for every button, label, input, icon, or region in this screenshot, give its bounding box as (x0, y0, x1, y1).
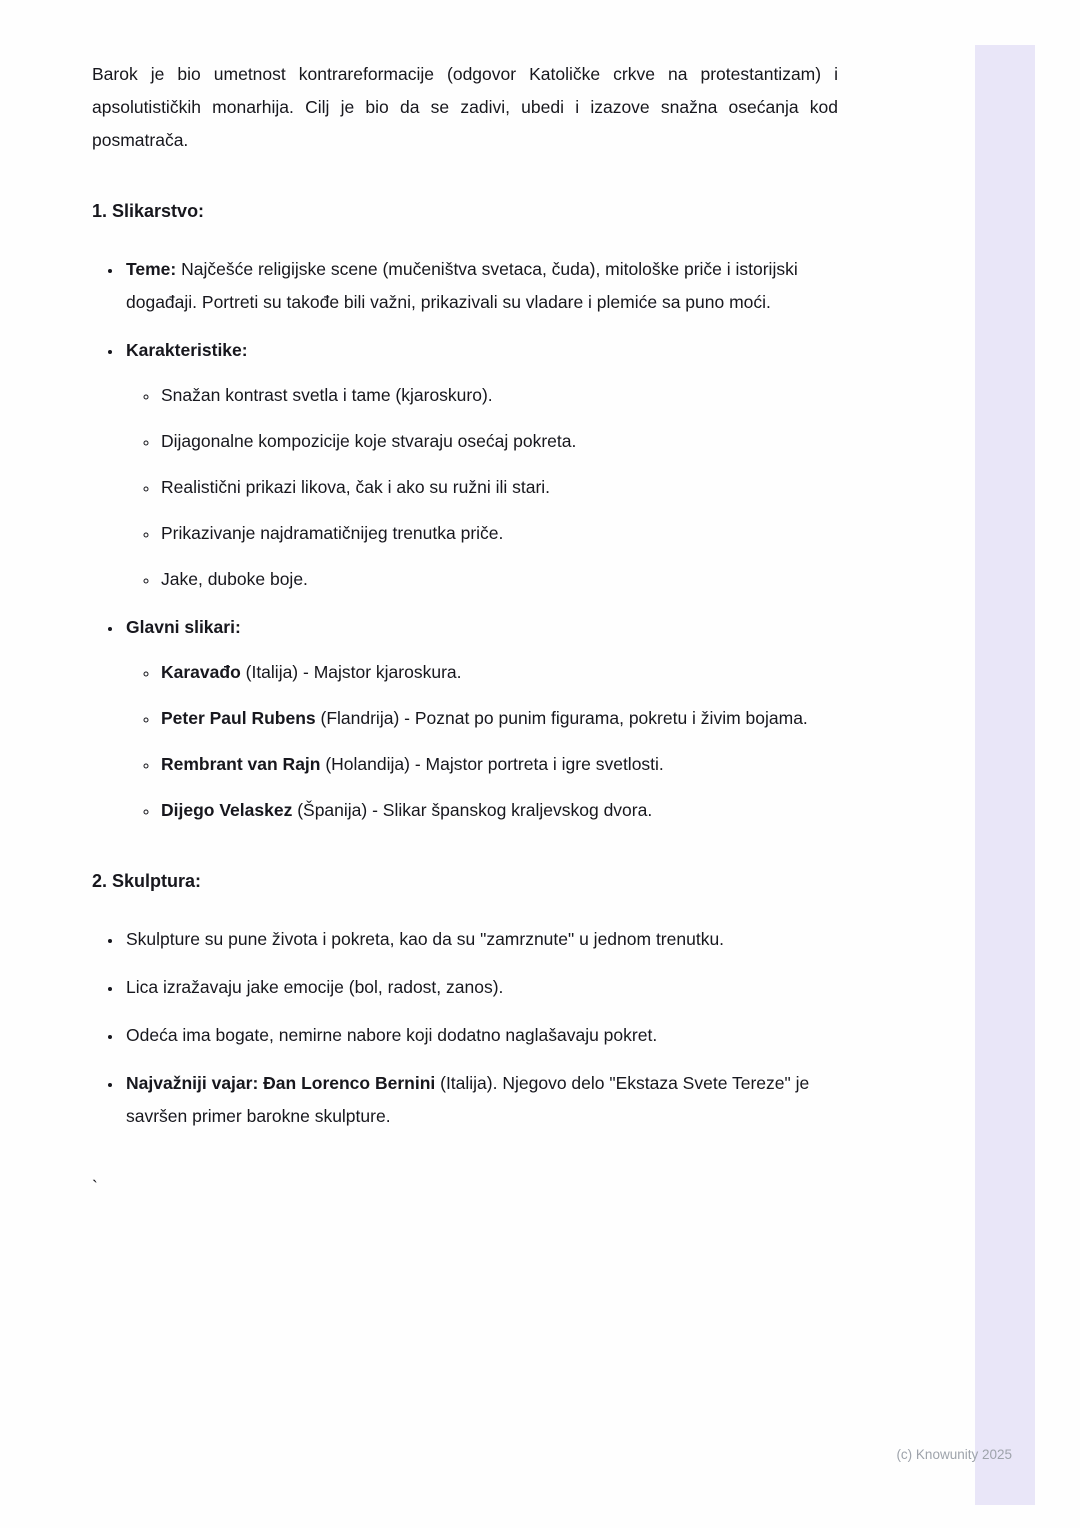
painter-name: Rembrant van Rajn (161, 754, 321, 774)
sub-list-item (159, 471, 838, 504)
intro-paragraph: Barok je bio umetnost kontrareformacije (odgovor Katoličke crkve na protestantizam) i apsolutističkih monarhija. Cilj je bio da se zadivi, ubedi i izazove snažna osećanja kod posmatrača. (92, 64, 838, 150)
document-content (92, 58, 838, 1204)
list-item-text: Skulpture su pune života i pokreta, kao da su "zamrznute" u jednom trenutku. (126, 929, 725, 949)
painter-desc: (Flandrija) - Poznat po punim figurama, pokretu i živim bojama. (315, 708, 808, 728)
list-item-slikari (123, 611, 838, 827)
sub-list-item-text: Realistični prikazi likova, čak i ako su ružni ili stari. (161, 477, 551, 497)
watermark-copyright: (c) Knowunity 2025 (896, 1447, 1012, 1462)
list-item-text: (Italija). Njegovo delo "Ekstaza Svete Tereze" je savršen primer barokne skulpture. (126, 1073, 810, 1126)
painter-desc: (Holandija) - Majstor portreta i igre svetlosti. (320, 754, 664, 774)
sub-list-item-text: Dijagonalne kompozicije koje stvaraju osećaj pokreta. (161, 431, 577, 451)
list-item-label: Najvažniji vajar: Đan Lorenco Bernini (126, 1073, 436, 1093)
stray-character: ` (92, 1177, 98, 1197)
sub-list-item (159, 517, 838, 550)
sub-list-item (159, 702, 838, 735)
section-1-list (92, 253, 838, 827)
list-item (123, 1019, 838, 1052)
sub-list-item (159, 794, 838, 827)
list-item (123, 971, 838, 1004)
list-item-teme (123, 253, 838, 319)
list-item (123, 923, 838, 956)
sub-list-item (159, 656, 838, 689)
sub-list-item-text: Jake, duboke boje. (161, 569, 308, 589)
sub-list-item-text: Prikazivanje najdramatičnijeg trenutka priče. (161, 523, 504, 543)
list-item-label: Teme: (126, 259, 177, 279)
sub-list-item-text: Snažan kontrast svetla i tame (kjaroskuro). (161, 385, 493, 405)
list-item-text: Najčešće religijske scene (mučeništva svetaca, čuda), mitološke priče i istorijski događaji. Portreti su takođe bili važni, prikazivali su vladare i plemiće sa puno moći. (126, 259, 798, 312)
section-1-heading: 1. Slikarstvo: (92, 201, 205, 221)
section-2-heading: 2. Skulptura: (92, 871, 202, 891)
painter-desc: (Italija) - Majstor kjaroskura. (240, 662, 462, 682)
list-item-text: Odeća ima bogate, nemirne nabore koji dodatno naglašavaju pokret. (126, 1025, 658, 1045)
list-item (123, 1067, 838, 1133)
slikari-sublist (126, 656, 838, 827)
page-edge-strip (975, 45, 1035, 1505)
painter-name: Dijego Velaskez (161, 800, 293, 820)
list-item-text: Lica izražavaju jake emocije (bol, radost, zanos). (126, 977, 504, 997)
section-2-list (92, 923, 838, 1133)
painter-name: Peter Paul Rubens (161, 708, 316, 728)
list-item-karakteristike (123, 334, 838, 596)
sub-list-item (159, 379, 838, 412)
karakteristike-sublist (126, 379, 838, 596)
painter-name: Karavađo (161, 662, 241, 682)
list-item-label: Glavni slikari: (126, 617, 241, 637)
list-item-label: Karakteristike: (126, 340, 248, 360)
sub-list-item (159, 748, 838, 781)
sub-list-item (159, 563, 838, 596)
painter-desc: (Španija) - Slikar španskog kraljevskog dvora. (292, 800, 653, 820)
sub-list-item (159, 425, 838, 458)
